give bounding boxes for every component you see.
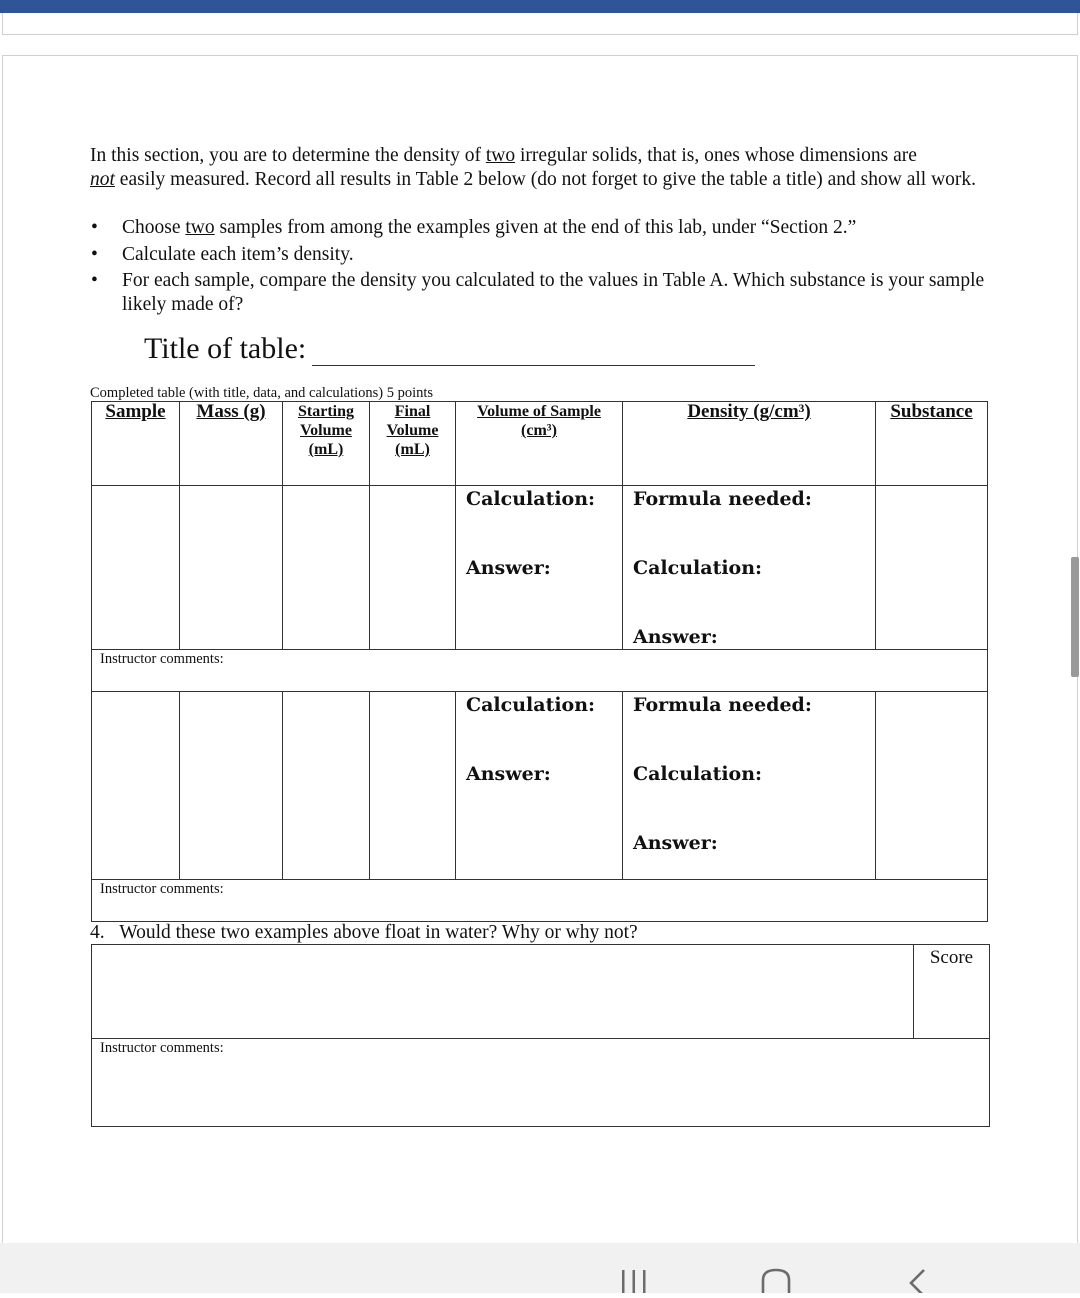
question-4 [90,922,638,944]
points-note: Completed table (with title, data, and calculations) 5 points [90,385,434,401]
list-item: • Calculate each item’s density. [91,243,354,265]
header-volume-of-sample: Volume of Sample (cm³) [456,402,623,486]
intro-text: irregular solids, that is, ones whose dimensions are [515,145,917,166]
score-label: Score [929,947,974,968]
instructor-comments[interactable]: Instructor comments: [92,1039,990,1127]
header-density: Density (g/cm³) [623,402,876,486]
calculation-label: Calculation: [466,488,596,510]
comments-row [92,650,988,692]
table-title-label: Title of table: [144,332,307,365]
title-blank-line[interactable] [312,335,755,366]
final-volume-cell[interactable] [370,486,456,650]
question-text: Would these two examples above float in water? Why or why not? [119,922,638,943]
density-table [91,401,988,922]
score-box[interactable] [914,945,990,1039]
intro-paragraph [90,144,990,191]
formula-label: Formula needed: [633,488,812,510]
recents-icon[interactable] [619,1266,649,1298]
intro-text: In this section, you are to determine the density of [90,145,486,166]
table-title-field [144,332,755,366]
substance-cell[interactable] [876,486,988,650]
answer-label: Answer: [466,763,551,785]
instruction-list [90,216,990,319]
answer-box[interactable] [92,945,914,1039]
starting-volume-cell[interactable] [283,692,370,880]
home-icon[interactable] [760,1266,792,1298]
mass-cell[interactable] [180,692,283,880]
volume-cell[interactable] [456,692,623,880]
calculation-label: Calculation: [633,763,763,785]
top-accent-bar [0,0,1080,13]
calculation-label: Calculation: [466,694,596,716]
starting-volume-cell[interactable] [283,486,370,650]
android-navigation-bar [0,1243,1080,1293]
question-answer-table [91,944,990,1127]
intro-text: easily measured. Record all results in Table 2 below (do not forget to give the table a title) and show all work. [114,168,977,190]
table-row [92,486,988,650]
answer-label: Answer: [633,626,718,648]
sample-cell[interactable] [92,486,180,650]
instructor-comments[interactable]: Instructor comments: [92,880,988,922]
table-row [92,692,988,880]
list-item: • For each sample, compare the density you calculated to the values in Table A. Which substance is your sample likely made of? [91,270,985,315]
scrollbar-thumb[interactable] [1071,557,1079,677]
volume-cell[interactable] [456,486,623,650]
header-mass: Mass (g) [180,402,283,486]
calculation-label: Calculation: [633,557,763,579]
answer-label: Answer: [466,557,551,579]
header-substance: Substance [876,402,988,486]
density-cell[interactable] [623,486,876,650]
question-number: 4. [90,922,105,943]
table-header-row [92,402,988,486]
back-icon[interactable] [905,1266,929,1298]
final-volume-cell[interactable] [370,692,456,880]
intro-emphasis: not [90,168,115,190]
intro-emphasis: two [485,145,516,166]
header-final-volume: Final Volume (mL) [370,402,456,486]
answer-label: Answer: [633,832,718,854]
density-cell[interactable] [623,692,876,880]
instructor-comments[interactable]: Instructor comments: [92,650,988,692]
formula-label: Formula needed: [633,694,812,716]
comments-row [92,880,988,922]
header-sample: Sample [92,402,180,486]
header-starting-volume: Starting Volume (mL) [283,402,370,486]
list-item: • Choose two samples from among the examples given at the end of this lab, under “Section 2.” [91,217,857,238]
sample-cell[interactable] [92,692,180,880]
mass-cell[interactable] [180,486,283,650]
substance-cell[interactable] [876,692,988,880]
previous-page-edge [2,13,1078,35]
